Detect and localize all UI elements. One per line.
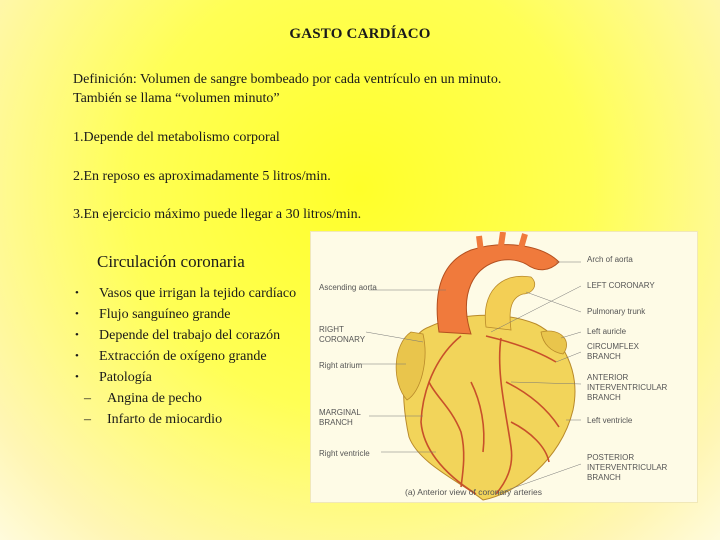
label-anterior-3: BRANCH: [587, 393, 621, 402]
bullet-text: Extracción de oxígeno grande: [99, 349, 267, 364]
bullet-icon: •: [75, 287, 79, 299]
bullet-icon: •: [75, 308, 79, 320]
label-right-ventricle: Right ventricle: [319, 449, 370, 458]
label-ascending-aorta: Ascending aorta: [319, 283, 377, 292]
bullet-icon: •: [75, 329, 79, 341]
slide-title: GASTO CARDÍACO: [289, 26, 431, 42]
label-posterior-1: POSTERIOR: [587, 453, 635, 462]
label-arch-of-aorta: Arch of aorta: [587, 255, 633, 264]
definition-line-1: Definición: Volumen de sangre bombeado por cada ventrículo en un minuto.: [73, 72, 502, 87]
label-left-auricle: Left auricle: [587, 327, 627, 336]
sub-bullet-text: Angina de pecho: [107, 391, 202, 406]
label-marginal-2: BRANCH: [319, 418, 353, 427]
label-anterior-2: INTERVENTRICULAR: [587, 383, 668, 392]
bullet-icon: •: [75, 371, 79, 383]
label-left-ventricle: Left ventricle: [587, 416, 633, 425]
bullet-item: [75, 325, 310, 346]
label-right-atrium: Right atrium: [319, 361, 363, 370]
label-marginal-1: MARGINAL: [319, 408, 361, 417]
label-pulmonary-trunk: Pulmonary trunk: [587, 307, 646, 316]
sub-bullet-text: Infarto de miocardio: [107, 412, 223, 427]
label-left-coronary: LEFT CORONARY: [587, 281, 655, 290]
bullet-text: Flujo sanguíneo grande: [99, 307, 231, 322]
point-1: 1.Depende del metabolismo corporal: [73, 130, 280, 145]
heart-illustration: [311, 232, 697, 502]
label-posterior-2: INTERVENTRICULAR: [587, 463, 668, 472]
bullet-icon: •: [75, 350, 79, 362]
bullet-item: [75, 346, 310, 367]
definition-line-2: También se llama “volumen minuto”: [73, 91, 280, 106]
dash-icon: –: [84, 412, 91, 427]
sub-bullet-item: [75, 409, 310, 430]
bullet-item: [75, 367, 310, 388]
coronary-subtitle: Circulación coronaria: [97, 252, 245, 271]
label-posterior-3: BRANCH: [587, 473, 621, 482]
label-right-coronary-1: RIGHT: [319, 325, 344, 334]
label-circumflex-1: CIRCUMFLEX: [587, 342, 640, 351]
figure-caption: (a) Anterior view of coronary arteries: [405, 487, 542, 497]
bullet-text: Vasos que irrigan la tejido cardíaco: [99, 286, 297, 301]
point-2: 2.En reposo es aproximadamente 5 litros/min.: [73, 169, 331, 184]
definition: [73, 70, 501, 108]
coronary-arteries-figure: [310, 231, 698, 503]
bullet-text: Depende del trabajo del corazón: [99, 328, 281, 343]
label-circumflex-2: BRANCH: [587, 352, 621, 361]
dash-icon: –: [84, 391, 91, 406]
label-right-coronary-2: CORONARY: [319, 335, 366, 344]
bullet-text: Patología: [99, 370, 152, 385]
bullet-item: [75, 283, 310, 304]
point-3: 3.En ejercicio máximo puede llegar a 30 litros/min.: [73, 207, 362, 222]
coronary-bullet-list: [75, 283, 310, 430]
bullet-item: [75, 304, 310, 325]
label-anterior-1: ANTERIOR: [587, 373, 629, 382]
sub-bullet-item: [75, 388, 310, 409]
